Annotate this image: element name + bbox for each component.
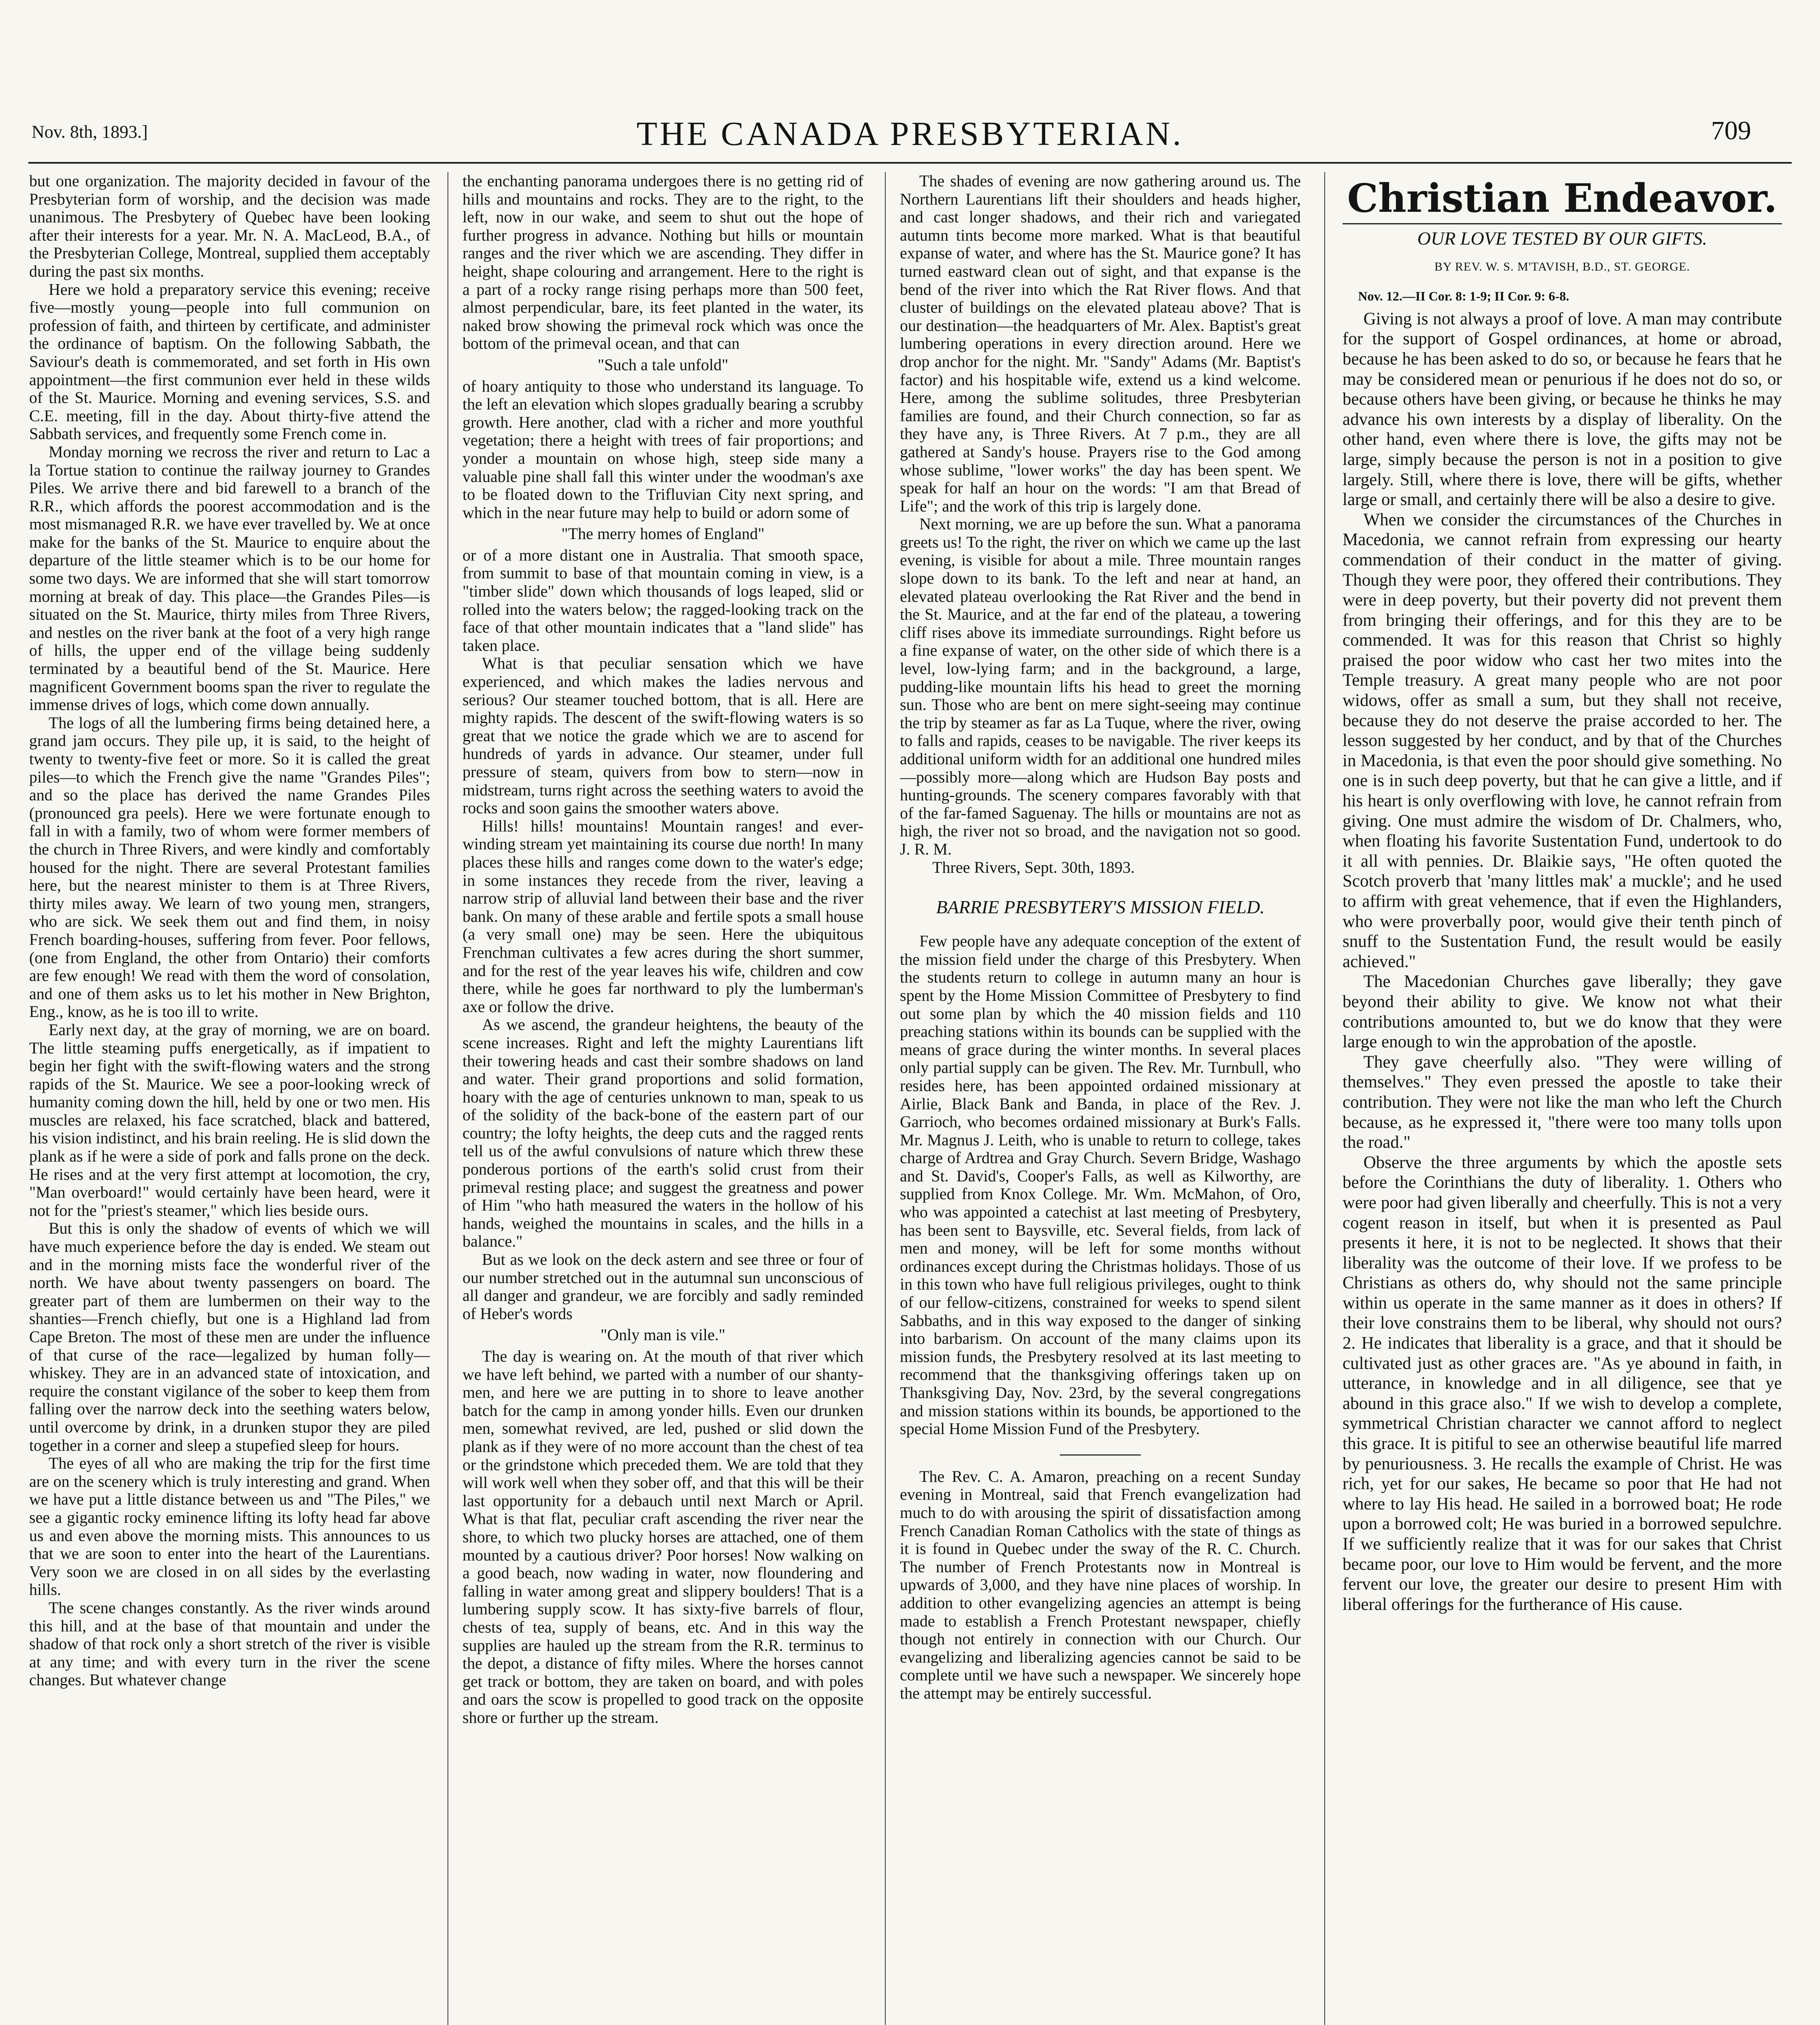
column-2 bbox=[462, 172, 863, 2025]
section-divider bbox=[1060, 1454, 1141, 1456]
paragraph: the enchanting panorama undergoes there is no getting rid of hills and mountains and rocks. They are to the right, to the left, now in our wake, and seem to shut out the hope of further progress in advance. Nothing but hills or mountain ranges and the river which we are ascending. They differ in height, shape colouring and arrangement. Here to the right is a part of a rocky range rising perhaps more than 500 feet, almost perpendicular, bare, its feet planted in the water, its naked brow showing the primeval rock which was once the bottom of the primeval ocean, and that can bbox=[462, 172, 863, 353]
paragraph: of hoary antiquity to those who understand its language. To the left an elevation which slopes gradually bearing a scrubby growth. Here another, clad with a richer and more youthful vegetation; there a height with trees of fair proportions; and yonder a mountain on whose high, steep side many a valuable pine shall fall this winter under the woodman's axe to be floated down to the Trifluvian City next spring, and which in the near future may help to build or adorn some of bbox=[462, 377, 863, 522]
paragraph: But this is only the shadow of events of which we will have much experience before the day is ended. We steam out and in the morning mists face the wonderful river of the north. We have about twenty passengers on board. The greater part of them are lumbermen on their way to the shanties—French chiefly, but one is a Highland lad from Cape Breton. The most of these men are under the influence of that curse of the race—legalized by human folly—whiskey. They are in an advanced state of intoxication, and require the constant vigilance of the sober to keep them from falling over the narrow deck into the seething waters below, until overcome by drink, in a drunken stupor they are piled together in a corner and sleep a stupefied sleep for hours. bbox=[29, 1219, 430, 1454]
column-4 bbox=[1343, 172, 1782, 2025]
article-title: OUR LOVE TESTED BY OUR GIFTS. bbox=[1417, 228, 1707, 249]
paragraph: The eyes of all who are making the trip for the first time are on the scenery which is truly interesting and grand. When we have put a little distance between us and "The Piles," we see a gigantic rocky eminence lifting its lofty head far above us and even above the morning mists. This announces to us that we are soon to enter into the heart of the Laurentians. Very soon we are closed in on all sides by the everlasting hills. bbox=[29, 1454, 430, 1599]
column-1 bbox=[29, 172, 430, 2025]
paragraph: As we ascend, the grandeur heightens, the beauty of the scene increases. Right and left the mighty Laurentians lift their towering heads and cast their sombre shadows on land and water. Their grand proportions and solid formation, hoary with the age of centuries unknown to man, speak to us of the solidity of the back-bone of the eastern part of our country; the lofty heights, the deep cuts and the ragged rents tell us of the awful convulsions of nature which threw these ponderous portions of the earth's solid crust from their primeval resting place; and suggest the greatness and power of Him "who hath measured the waters in the hollow of his hands, weighed the mountains in scales, and the hills in a balance." bbox=[462, 1015, 863, 1251]
paragraph: The Macedonian Churches gave liberally; they gave beyond their ability to give. We know not what their contributions amounted to, but we do know that they were large enough to win the approbation of the apostle. bbox=[1343, 972, 1782, 1052]
column-divider bbox=[1324, 172, 1325, 2025]
paragraph: They gave cheerfully also. "They were willing of themselves." They even pressed the apostle to take their contribution. They were not like the man who left the Church because, as he expressed it, "there were too many tolls upon the road." bbox=[1343, 1052, 1782, 1152]
paragraph: Early next day, at the gray of morning, we are on board. The little steaming puffs energetically, as if impatient to begin her fight with the swift-flowing waters and the strong rapids of the St. Maurice. We see a poor-looking wreck of humanity coming down the hill, held by one or two men. His muscles are relaxed, his face scratched, black and battered, his vision indistinct, and his brain reeling. He is slid down the plank as if he were a side of pork and falls prone on the deck. He rises and at the very first attempt at locomotion, the cry, "Man overboard!" would certainly have been heard, were it not for the "priest's steamer," which lies beside ours. bbox=[29, 1020, 430, 1219]
paragraph: The scene changes constantly. As the river winds around this hill, and at the base of that mountain and under the shadow of that rock only a short stretch of the river is visible at any time; and with every turn in the river the scene changes. But whatever change bbox=[29, 1598, 430, 1689]
paragraph: Observe the three arguments by which the apostle sets before the Corinthians the duty of liberality. 1. Others who were poor had given liberally and cheerfully. This is not a very cogent reason in itself, but when it is presented as Paul presents it here, it is not to be neglected. It shows that their liberality was the outcome of their love. If we profess to be Christians as others do, why should not the same principle within us operate in the same manner as it does in others? If their love constrains them to be liberal, why should not ours? 2. He indicates that liberality is a grace, and that it should be cultivated just as other graces are. "As ye abound in faith, in utterance, in knowledge and in all diligence, see that ye abound in this grace also." If we wish to develop a complete, symmetrical Christian character we cannot afford to neglect this grace. It is pitiful to see an otherwise beautiful life marred by penuriousness. 3. He recalls the example of Christ. He was rich, yet for our sakes, He became so poor that He had not where to lay His head. He sailed in a borrowed boat; He rode upon a borrowed colt; He was buried in a borrowed sepulchre. If we sufficiently realize that it was for our sakes that Christ became poor, our love to Him would be fervent, and the more fervent our love, the greater our desire to present Him with liberal offerings for the furtherance of His cause. bbox=[1343, 1153, 1782, 1614]
column-divider bbox=[885, 172, 886, 2025]
paragraph: The day is wearing on. At the mouth of that river which we have left behind, we parted with a number of our shanty-men, and here we are putting in to shore to leave another batch for the camp in among yonder hills. Even our drunken men, somewhat revived, are led, pushed or slid down the plank as if they were of no more account than the chest of tea or the grindstone which preceded them. We are told that they will work well when they sober off, and that this will be their last opportunity for a debauch until next March or April. What is that flat, peculiar craft ascending the river near the shore, to which two plucky horses are attached, one of them mounted by a cautious driver? Poor horses! Now walking on a good beach, now wading in water, now floundering and falling in water among great and slippery boulders! That is a lumbering supply scow. It has sixty-five barrels of flour, chests of tea, supply of beans, etc. And in this way the supplies are hauled up the stream from the R.R. terminus to the depot, a distance of fifty miles. Where the horses cannot get track or bottom, they are taken on board, and with poles and oars the scow is propelled to good track on the opposite shore or further up the stream. bbox=[462, 1347, 863, 1727]
paragraph: Monday morning we recross the river and return to Lac a la Tortue station to continue the railway journey to Grandes Piles. We arrive there and bid farewell to a branch of the R.R., which affords the poorest accommodation and is the most mismanaged R.R. we have ever travelled by. We at once make for the banks of the St. Maurice to enquire about the departure of the little steamer which is to be our home for some two days. We are informed that she will start tomorrow morning at break of day. This place—the Grandes Piles—is situated on the St. Maurice, thirty miles from Three Rivers, and nestles on the river bank at the foot of a very high range of hills, the upper end of the village being suddenly terminated by a beautiful bend of the St. Maurice. Here magnificent Government booms span the river to regulate the immense drives of logs, which come down annually. bbox=[29, 442, 430, 714]
byline: BY REV. W. S. M'TAVISH, B.D., ST. GEORGE. bbox=[1434, 260, 1690, 273]
header-rule bbox=[28, 162, 1792, 164]
heading-rule bbox=[1343, 223, 1782, 224]
masthead-title: THE CANADA PRESBYTERIAN. bbox=[636, 115, 1184, 153]
issue-date: Nov. 8th, 1893.] bbox=[32, 122, 148, 142]
paragraph: The logs of all the lumbering firms being detained here, a grand jam occurs. They pile up, it is said, to the height of twenty to twenty-five feet or more. So it is called the great piles—to which the French give the name "Grandes Piles"; and so the place has derived the name Grandes Piles (pronounced gra peels). Here we were fortunate enough to fall in with a family, two of whom were former members of the church in Three Rivers, and were kindly and comfortably housed for the night. There are several Protestant families here, but the nearest minister to them is at Three Rivers, thirty miles away. We learn of two young men, strangers, who are sick. We seek them out and find them, in noisy French boarding-houses, suffering from fever. Poor fellows, (one from England, the other from Ontario) their comforts are few enough! We read with them the word of consolation, and one of them asks us to let his mother in New Brighton, Eng., know, as he is too ill to write. bbox=[29, 713, 430, 1021]
paragraph: The Rev. C. A. Amaron, preaching on a recent Sunday evening in Montreal, said that French evangelization had much to do with arousing the spirit of dissatisfaction among French Canadian Roman Catholics with the state of things as it is found in Quebec under the sway of the R. C. Church. The number of French Protestants now in Montreal is upwards of 3,000, and they have nine places of worship. In addition to other evangelizing agencies an attempt is being made to establish a French Protestant newspaper, chiefly though not entirely in connection with our Church. Our evangelizing and liberalizing agencies cannot be said to be complete until we have such a newspaper. We sincerely hope the attempt may be entirely successful. bbox=[900, 1467, 1301, 1702]
paragraph: but one organization. The majority decided in favour of the Presbyterian form of worship, and the decision was made unanimous. The Presbytery of Quebec have been looking after their interests for a year. Mr. N. A. MacLeod, B.A., of the Presbyterian College, Montreal, supplied them acceptably during the past six months. bbox=[29, 172, 430, 280]
paragraph: Hills! hills! mountains! Mountain ranges! and ever-winding stream yet maintaining its course due north! In many places these hills and ranges come down to the water's edge; in some instances they recede from the river, leaving a narrow strip of alluvial land between their base and the river bank. On many of these arable and fertile spots a small house (a very small one) may be seen. Here the ubiquitous Frenchman cultivates a few acres during the short summer, and for the rest of the year leaves his wife, children and cow there, while he goes far northward to ply the lumberman's axe or follow the drive. bbox=[462, 816, 863, 1016]
quoted-verse: "The merry homes of England" bbox=[561, 524, 765, 543]
paragraph: Here we hold a preparatory service this evening; receive five—mostly young—people into full communion on profession of faith, and thirteen by certificate, and administer the ordinance of baptism. On the following Sabbath, the Saviour's death is commemorated, and set forth in His own appointment—the first communion ever held in these wilds of the St. Maurice. Morning and evening services, S.S. and C.E. meeting, fill in the day. About thirty-five attend the Sabbath services, and frequently some French come in. bbox=[29, 280, 430, 443]
paragraph: or of a more distant one in Australia. That smooth space, from summit to base of that mountain coming in view, is a "timber slide" down which thousands of logs leaped, slid or rolled into the waters below; the ragged-looking track on the face of that other mountain indicates that a "land slide" has taken place. bbox=[462, 546, 863, 654]
paragraph: Giving is not always a proof of love. A man may contribute for the support of Gospel ordinances, at home or abroad, because he has been asked to do so, or because he fears that he may be considered mean or penurious if he does not do so, or because others have been giving, or because he thinks he may advance his own interests by a display of liberality. On the other hand, even where there is love, the gifts may not be large, simply because the person is not in a position to give largely. Still, where there is love, there will be gifts, whether large or small, and certainly there will be also a desire to give. bbox=[1343, 309, 1782, 509]
paragraph: Few people have any adequate conception of the extent of the mission field under the charge of this Presbytery. When the students return to college in autumn many an hour is spent by the Home Mission Committee of Presbytery to find out some plan by which the 40 mission fields and 110 preaching stations within its bounds can be supplied with the means of grace during the winter months. In several places only partial supply can be given. The Rev. Mr. Turnbull, who resides here, has been appointed ordained missionary at Airlie, Black Bank and Banda, in place of the Rev. J. Garrioch, who becomes ordained missionary at Burk's Falls. Mr. Magnus J. Leith, who is unable to return to college, takes charge of Ardtrea and Gray Church. Severn Bridge, Washago and St. David's, Cooper's Falls, as well as Kilworthy, are supplied from Knox College. Mr. Wm. McMahon, of Oro, who was appointed a catechist at last meeting of Presbytery, has been sent to Baysville, etc. Several fields, from lack of men and money, will be left for some months without ordinances except during the Christmas holidays. Those of us in this town who have full religious privileges, ought to think of our fellow-citizens, constrained for weeks to spend silent Sabbaths, and in this way exposed to the danger of sinking into barbarism. On account of the many claims upon its mission funds, the Presbytery resolved at its last meeting to recommend that the thanksgiving offerings taken up on Thanksgiving Day, Nov. 23rd, by the several congregations and mission stations within its bounds, be apportioned to the special Home Mission Fund of the Presbytery. bbox=[900, 932, 1301, 1438]
quoted-verse: "Only man is vile." bbox=[600, 1326, 726, 1344]
dateline: Three Rivers, Sept. 30th, 1893. bbox=[932, 858, 1135, 876]
scripture-reference: Nov. 12.—II Cor. 8: 1-9; II Cor. 9: 6-8. bbox=[1358, 289, 1569, 304]
paragraph: The shades of evening are now gathering around us. The Northern Laurentians lift their shoulders and heads higher, and cast longer shadows, and their rich and variegated autumn tints become more marked. What is that beautiful expanse of water, and where has the St. Maurice gone? It has turned eastward clean out of sight, and that expanse is the bend of the river into which the Rat River flows. And that cluster of buildings on the elevated plateau above? That is our destination—the headquarters of Mr. Alex. Baptist's great lumbering operations in every direction around. Here we drop anchor for the night. Mr. "Sandy" Adams (Mr. Baptist's factor) and his hospitable wife, extend us a kind welcome. Here, among the sublime solitudes, three Presbyterian families are found, and their Church connection, so far as they have any, is Three Rivers. At 7 p.m., they are all gathered at Sandy's house. Prayers rise to the God among whose sublime, "lower works" the day has been spent. We speak for half an hour on the words: "I am that Bread of Life"; and the work of this trip is largely done. bbox=[900, 172, 1301, 515]
paragraph: When we consider the circumstances of the Churches in Macedonia, we cannot refrain from expressing our hearty commendation of their conduct in the matter of giving. Though they were poor, they offered their contributions. They were in deep poverty, but their poverty did not prevent them from bringing their offerings, and for this they are to be commended. It was for this reason that Christ so highly praised the poor widow who cast her two mites into the Temple treasury. A great many people who are not poor widows, offer as small a sum, but they shall not receive, because they do not deserve the praise accorded to her. The lesson suggested by her conduct, and by that of the Churches in Macedonia, is that even the poor should give something. No one is in such deep poverty, but that he can give a little, and if his heart is only overflowing with love, he cannot refrain from giving. One must admire the wisdom of Dr. Chalmers, who, when floating his favorite Sustentation Fund, undertook to do it all with pennies. Dr. Blaikie says, "He often quoted the Scotch proverb that 'many littles mak' a muckle'; and he used to affirm with great vehemence, that if even the Highlanders, who were proverbally poor, would give their tenth pinch of snuff to the Sustentation Fund, the result would be easily achieved." bbox=[1343, 510, 1782, 971]
paragraph: Next morning, we are up before the sun. What a panorama greets us! To the right, the river on which we came up the last evening, is visible for about a mile. Three mountain ranges slope down to its bank. To the left and near at hand, an elevated plateau overlooking the Rat River and the bend in the St. Maurice, and at the far end of the plateau, a towering cliff rises above its immediate surroundings. Right before us a fine expanse of water, on the other side of which there is a level, low-lying farm; and in the background, a large, pudding-like mountain lifts his head to greet the morning sun. Those who are bent on mere sight-seeing may continue the trip by steamer as far as La Tuque, where the river, owing to falls and rapids, ceases to be navigable. The river keeps its additional uniform width for an additional one hundred miles—possibly more—along which are Hudson Bay posts and hunting-grounds. The scenery compares favorably with that of the far-famed Saguenay. The hills or mountains are not as high, the river not so broad, and the navigation not so good. J. R. M. bbox=[900, 515, 1301, 858]
column-3 bbox=[900, 172, 1301, 2025]
department-heading: Christian Endeavor. bbox=[1347, 175, 1777, 221]
page-number: 709 bbox=[1711, 116, 1751, 145]
quoted-verse: "Such a tale unfold" bbox=[597, 355, 729, 374]
paragraph: What is that peculiar sensation which we have experienced, and which makes the ladies nervous and serious? Our steamer touched bottom, that is all. Here are mighty rapids. The descent of the swift-flowing waters is so great that we notice the grade which we are to ascend for hundreds of yards in advance. Our steamer, under full pressure of steam, quivers from bow to stern—now in midstream, turns right across the seething waters to avoid the rocks and soon gains the smoother waters above. bbox=[462, 654, 863, 817]
paragraph: But as we look on the deck astern and see three or four of our number stretched out in the autumnal sun unconscious of all danger and grandeur, we are forcibly and sadly reminded of Heber's words bbox=[462, 1250, 863, 1323]
section-title: BARRIE PRESBYTERY'S MISSION FIELD. bbox=[936, 897, 1265, 918]
